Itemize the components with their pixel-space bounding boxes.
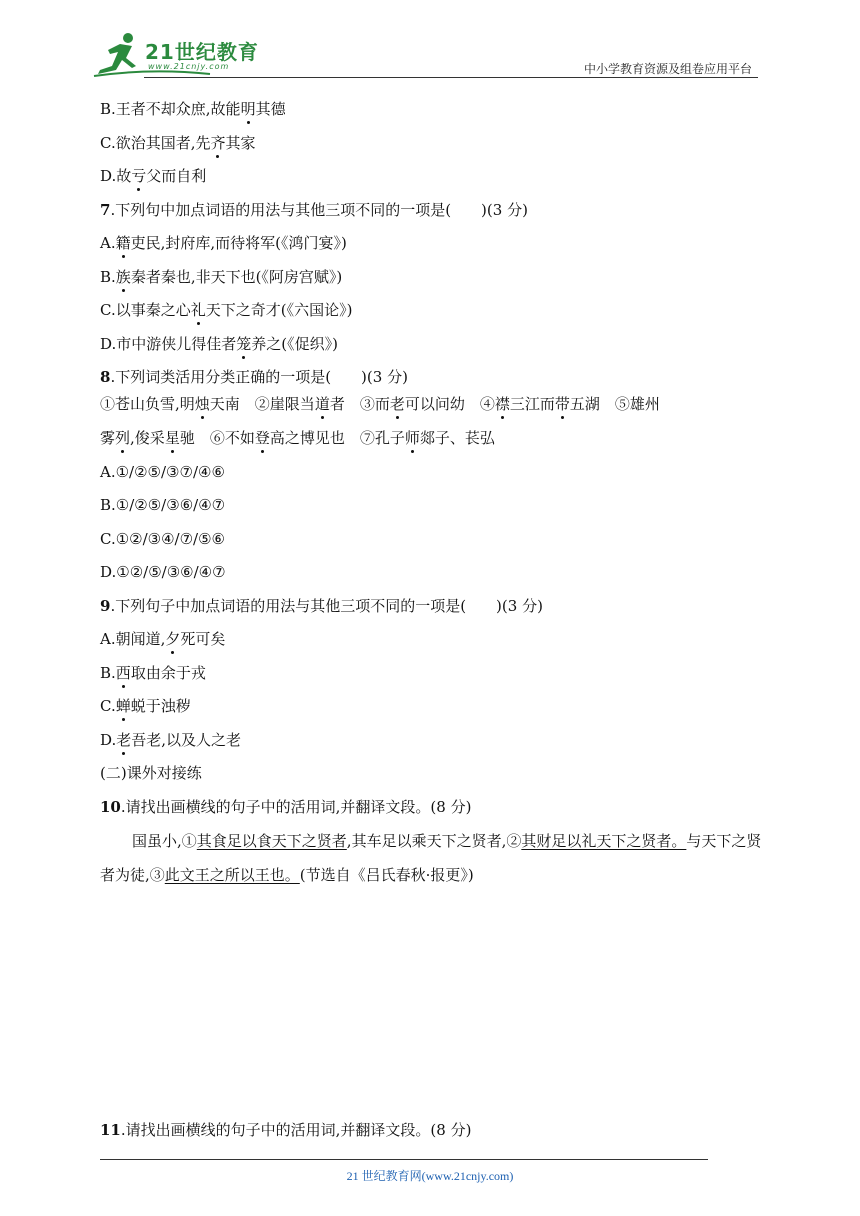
option-line: A.①/②⑤/③⑦/④⑥ xyxy=(100,462,225,481)
option-line: D.市中游侠儿得佳者笼养之(《促织》) xyxy=(100,334,338,353)
passage: 国虽小,①其食足以食天下之贤者,其车足以乘天下之贤者,②其财足以礼天下之贤者。与天下之贤者为徒,③此文王之所以王也。(节选自《吕氏春秋·报更》) xyxy=(100,831,762,884)
footer-divider xyxy=(100,1159,708,1160)
option-line: C.欲治其国者,先齐其家 xyxy=(100,133,256,152)
document-body xyxy=(100,98,762,903)
option-line: B.西取由余于戎 xyxy=(100,663,206,682)
question-9: 9.下列句子中加点词语的用法与其他三项不同的一项是( )(3 分) xyxy=(100,596,543,615)
logo-text: 21世纪教育 xyxy=(145,40,259,64)
question-11: 11.请找出画横线的句子中的活用词,并翻译文段。(8 分) xyxy=(100,1121,472,1139)
footer-text: 21 世纪教育网(www.21cnjy.com) xyxy=(346,1169,514,1183)
option-line: D.老吾老,以及人之老 xyxy=(100,730,242,749)
question-8: 8.下列词类活用分类正确的一项是( )(3 分) xyxy=(100,368,408,386)
header-divider xyxy=(144,77,758,78)
option-line: C.以事秦之心礼天下之奇才(《六国论》) xyxy=(100,301,353,319)
q8-sentences-line1: ①苍山负雪,明烛天南 ②崖限当道者 ③而老可以问幼 ④襟三江而带五湖 ⑤雄州 xyxy=(100,395,660,413)
platform-name: 中小学教育资源及组卷应用平台 xyxy=(583,62,752,76)
option-line: B.①/②⑤/③⑥/④⑦ xyxy=(100,496,226,514)
option-line: D.①②/⑤/③⑥/④⑦ xyxy=(100,563,226,581)
question-7: 7.下列句中加点词语的用法与其他三项不同的一项是( )(3 分) xyxy=(100,200,528,219)
section-heading: (二)课外对接练 xyxy=(100,764,202,782)
option-line: B.族秦者秦也,非天下也(《阿房宫赋》) xyxy=(100,267,343,286)
option-line: A.籍吏民,封府库,而待将军(《鸿门宴》) xyxy=(100,234,347,252)
q8-sentences-line2: 雾列,俊采星驰 ⑥不如登高之博见也 ⑦孔子师郯子、苌弘 xyxy=(100,429,495,447)
question-10: 10.请找出画横线的句子中的活用词,并翻译文段。(8 分) xyxy=(100,797,472,816)
option-line: C.①②/③④/⑦/⑤⑥ xyxy=(100,529,226,548)
option-line: C.蝉蜕于浊秽 xyxy=(100,697,191,715)
option-line: B.王者不却众庶,故能明其德 xyxy=(100,100,286,118)
page-header xyxy=(90,30,760,80)
option-line: D.故亏父而自利 xyxy=(100,167,207,185)
logo-url: www.21cnjy.com xyxy=(148,62,230,71)
option-line: A.朝闻道,夕死可矣 xyxy=(100,630,226,648)
